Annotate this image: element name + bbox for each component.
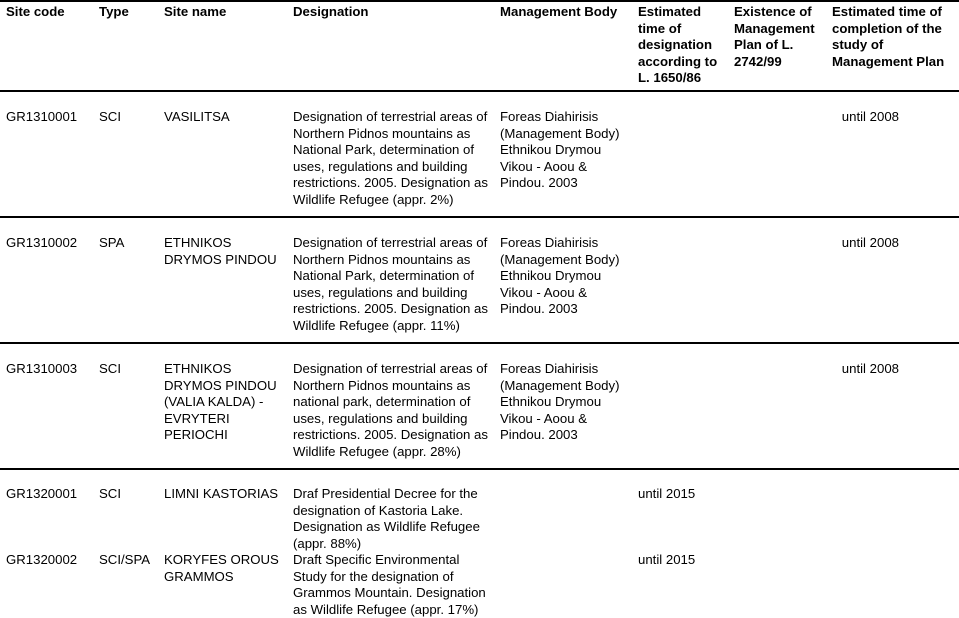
cell-type: SCI bbox=[97, 102, 162, 217]
cell-existence-plan bbox=[732, 354, 830, 469]
cell-site-name: LIMNI KASTORIAS bbox=[164, 486, 279, 501]
cell-estimated-time bbox=[636, 354, 732, 469]
cell-management-body: Foreas Diahirisis (Management Body) Ethnikou Drymou Vikou - Aoou & Pindou. 2003 bbox=[498, 228, 636, 343]
header-type: Type bbox=[97, 1, 162, 91]
cell-estimated-time: until 2015 bbox=[638, 486, 696, 501]
cell-site-code: GR1310003 bbox=[0, 354, 97, 469]
cell-estimated-completion bbox=[830, 480, 959, 552]
cell-existence-plan bbox=[732, 228, 830, 343]
header-existence-plan: Existence of Management Plan of L. 2742/99 bbox=[732, 1, 830, 91]
table-row bbox=[0, 354, 959, 469]
cell-estimated-completion bbox=[830, 552, 959, 618]
cell-site-code: GR1320001 bbox=[6, 486, 78, 501]
cell-designation: Designation of terrestrial areas of Northern Pidnos mountains as National Park, determination of uses, regulations and building restrictions. 2005. Designation as Wildlife Refugee (appr. 11%) bbox=[291, 228, 498, 343]
cell-designation: Designation of terrestrial areas of Northern Pidnos mountains as national park, determination of uses, regulations and building restrictions. 2005. Designation as Wildlife Refugee (appr. 28%) bbox=[291, 354, 498, 469]
cell-site-name: ETHNIKOS DRYMOS PINDOU (VALIA KALDA) - EVRYTERI PERIOCHI bbox=[162, 354, 291, 469]
header-designation: Designation bbox=[291, 1, 498, 91]
cell-estimated-completion: until 2008 bbox=[830, 228, 959, 343]
cell-site-name: ETHNIKOS DRYMOS PINDOU bbox=[162, 228, 291, 343]
header-row bbox=[0, 1, 959, 91]
cell-management-body: Foreas Diahirisis (Management Body) Ethnikou Drymou Vikou - Aoou & Pindou. 2003 bbox=[498, 102, 636, 217]
cell-estimated-time: until 2015 bbox=[638, 552, 696, 567]
cell-management-body bbox=[498, 552, 636, 618]
cell-type: SCI bbox=[99, 486, 121, 501]
cell-management-body bbox=[498, 480, 636, 552]
header-management-body: Management Body bbox=[498, 1, 636, 91]
cell-existence-plan bbox=[732, 102, 830, 217]
cell-estimated-completion: until 2008 bbox=[830, 354, 959, 469]
cell-designation: Draf Presidential Decree for the designation of Kastoria Lake. Designation as Wildlife Refugee (appr. 88%) bbox=[293, 486, 480, 551]
cell-estimated-time bbox=[636, 102, 732, 217]
cell-site-code: GR1320002 bbox=[6, 552, 78, 567]
cell-site-code: GR1310001 bbox=[0, 102, 97, 217]
table-row bbox=[0, 228, 959, 343]
cell-existence-plan bbox=[732, 552, 830, 618]
header-site-name: Site name bbox=[162, 1, 291, 91]
table-row bbox=[0, 102, 959, 217]
table-row bbox=[0, 480, 959, 552]
header-estimated-time: Estimated time of designation according to L. 1650/86 bbox=[636, 1, 732, 91]
header-site-code: Site code bbox=[0, 1, 97, 91]
table-row bbox=[0, 552, 959, 618]
cell-site-code: GR1310002 bbox=[0, 228, 97, 343]
cell-site-name: KORYFES OROUS GRAMMOS bbox=[164, 552, 279, 584]
cell-designation: Draft Specific Environmental Study for the designation of Grammos Mountain. Designation as Wildlife Refugee (appr. 17%) bbox=[293, 552, 486, 617]
cell-management-body: Foreas Diahirisis (Management Body) Ethnikou Drymou Vikou - Aoou & Pindou. 2003 bbox=[498, 354, 636, 469]
cell-estimated-completion: until 2008 bbox=[830, 102, 959, 217]
cell-type: SCI/SPA bbox=[99, 552, 151, 567]
cell-estimated-time bbox=[636, 228, 732, 343]
cell-type: SCI bbox=[97, 354, 162, 469]
cell-existence-plan bbox=[732, 480, 830, 552]
cell-designation: Designation of terrestrial areas of Northern Pidnos mountains as National Park, determination of uses, regulations and building restrictions. 2005. Designation as Wildlife Refugee (appr. 2%) bbox=[291, 102, 498, 217]
cell-type: SPA bbox=[97, 228, 162, 343]
cell-site-name: VASILITSA bbox=[162, 102, 291, 217]
header-estimated-completion: Estimated time of completion of the study of Management Plan bbox=[830, 1, 959, 91]
